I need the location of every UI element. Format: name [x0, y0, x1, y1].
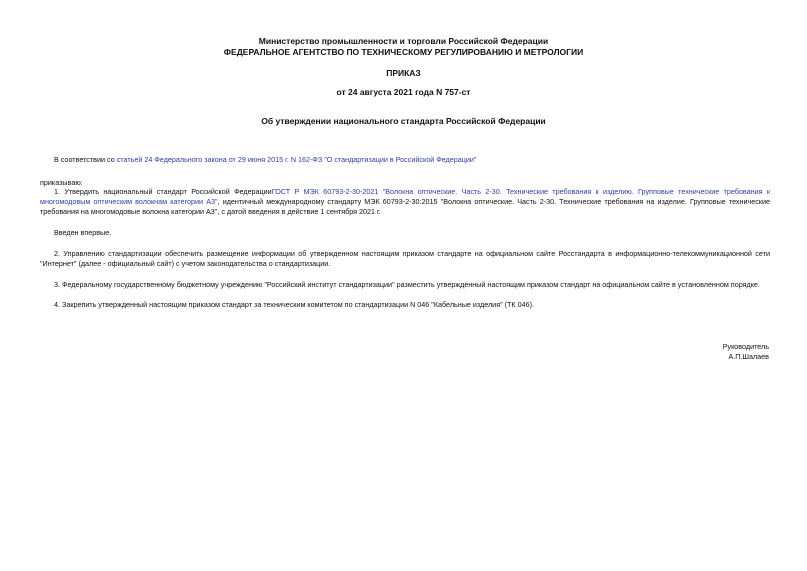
preamble-lead: В соответствии со [54, 155, 117, 164]
item-1-tail: , идентичный международному стандарту МЭК 60793-2-30:2015 "Волокна оптические. Часть 2-30. Технические требования на изделие. Групповые технические требования на многомодовые волокна категории А3", с датой введения в действие 1 сентября 2021 г. [40, 197, 770, 216]
standard-link[interactable]: ГОСТ Р МЭК 60793-2-30-2021 "Волокна оптические. Часть 2-30. Технические требования к изделию. Групповые технические требования к многомодовым оптическим волокнам категории А3" [40, 187, 770, 206]
order-word: приказываю: [40, 178, 83, 187]
preamble-paragraph [40, 155, 770, 165]
first-time-note: Введен впервые. [54, 228, 112, 237]
law-link[interactable]: статьей 24 Федерального закона от 29 июня 2015 г. N 162-ФЗ "О стандартизации в Российской Федерации" [116, 155, 477, 164]
item-4-paragraph: 4. Закрепить утвержденный настоящим приказом стандарт за техническим комитетом по стандартизации N 046 "Кабельные изделия" (ТК 046). [54, 300, 534, 309]
signature-title: Руководитель [722, 342, 769, 351]
ministry-heading: Министерство промышленности и торговли Российской Федерации [258, 36, 549, 46]
item-1-paragraph [40, 187, 770, 217]
item-3-paragraph: 3. Федеральному государственному бюджетному учреждению "Российский институт стандартизации" разместить утвержденный настоящим приказом стандарт на официальном сайте в установленном порядке. [54, 280, 760, 289]
agency-heading: ФЕДЕРАЛЬНОЕ АГЕНТСТВО ПО ТЕХНИЧЕСКОМУ РЕГУЛИРОВАНИЮ И МЕТРОЛОГИИ [223, 47, 584, 57]
doc-type-heading: ПРИКАЗ [386, 68, 421, 78]
subject-heading: Об утверждении национального стандарта Российской Федерации [261, 116, 546, 126]
item-1-lead: 1. Утвердить национальный стандарт Российской Федерации [54, 187, 272, 196]
item-2-paragraph: 2. Управлению стандартизации обеспечить размещение информации об утвержденном настоящим приказом стандарте на официальном сайте Росстандарта в информационно-телекоммуникационной сети "Интернет" (далее - официальный сайт) с учетом законодательства о стандартизации. [40, 249, 770, 268]
date-number-heading: от 24 августа 2021 года N 757-ст [336, 87, 471, 97]
signature-name: А.П.Шалаев [728, 352, 769, 361]
